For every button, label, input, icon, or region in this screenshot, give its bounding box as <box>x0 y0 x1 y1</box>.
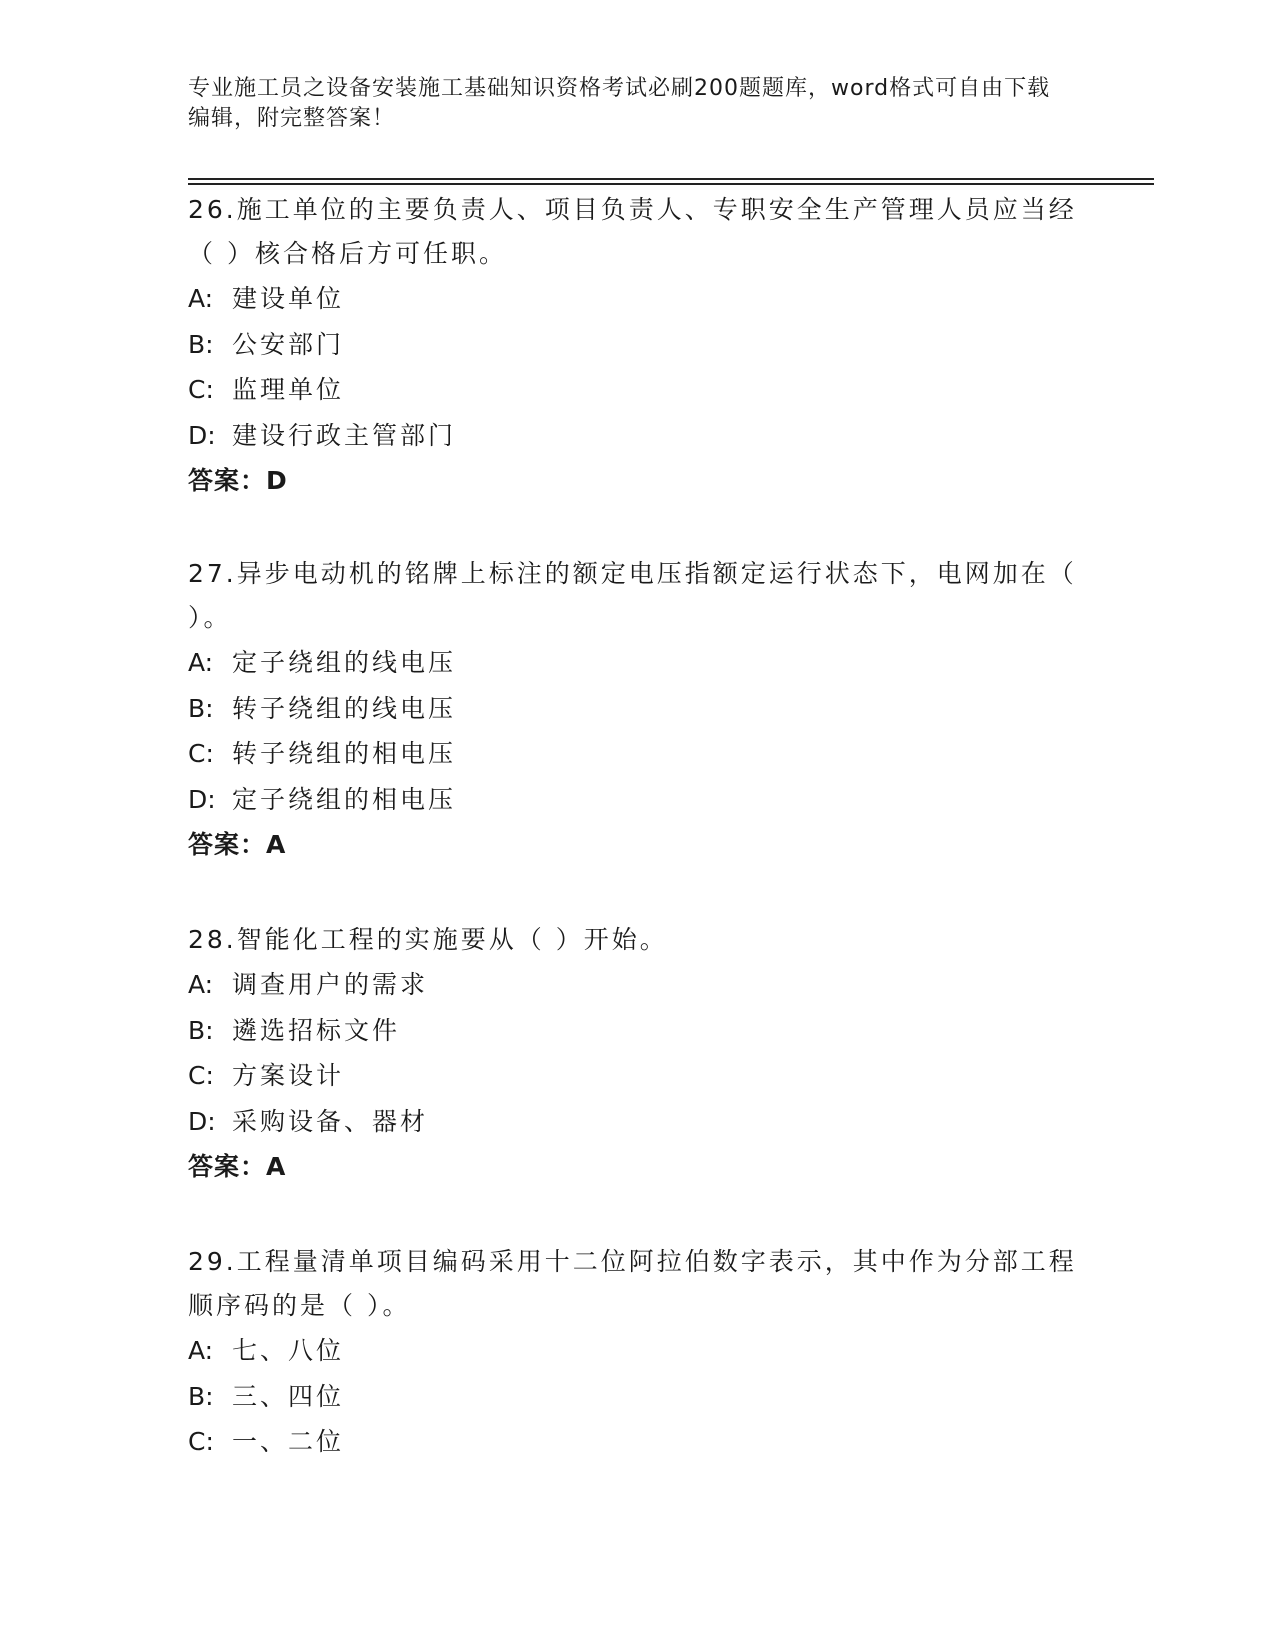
option-letter: D: <box>188 1106 216 1136</box>
option-letter: B: <box>188 1381 214 1411</box>
option-text: 建设单位 <box>232 284 345 313</box>
question-28 <box>188 918 1088 1189</box>
option-letter: C: <box>188 1427 214 1456</box>
question-stem: 27.异步电动机的铭牌上标注的额定电压指额定运行状态下，电网加在（ ）。 <box>188 559 1077 632</box>
option-d <box>188 1099 1088 1145</box>
option-text: 监理单位 <box>232 375 345 404</box>
option-letter: B: <box>188 693 214 723</box>
option-c <box>188 731 1088 777</box>
option-text: 方案设计 <box>232 1061 345 1090</box>
option-text: 三、四位 <box>232 1381 345 1411</box>
option-letter: D: <box>188 784 216 814</box>
question-27 <box>188 552 1088 867</box>
option-letter: C: <box>188 1061 214 1090</box>
option-a <box>188 276 1088 322</box>
option-text: 七、八位 <box>232 1336 345 1365</box>
document-header: 专业施工员之设备安装施工基础知识资格考试必刷200题题库，word格式可自由下载编辑，附完整答案！ <box>188 76 1051 131</box>
option-b <box>188 686 1088 732</box>
option-a <box>188 962 1088 1008</box>
option-b <box>188 1374 1088 1420</box>
option-letter: A: <box>188 1336 214 1365</box>
option-text: 调查用户的需求 <box>232 970 429 999</box>
question-stem: 29.工程量清单项目编码采用十二位阿拉伯数字表示，其中作为分部工程顺序码的是（ ）。 <box>188 1247 1077 1320</box>
option-d <box>188 777 1088 823</box>
option-text: 采购设备、器材 <box>232 1106 429 1136</box>
option-c <box>188 1419 1088 1465</box>
option-letter: B: <box>188 1015 214 1045</box>
option-c <box>188 1053 1088 1099</box>
answer: 答案：A <box>188 830 287 859</box>
answer: 答案：D <box>188 466 288 495</box>
option-letter: B: <box>188 329 214 359</box>
option-d <box>188 413 1088 459</box>
question-29 <box>188 1240 1088 1465</box>
option-text: 公安部门 <box>232 329 345 359</box>
option-text: 遴选招标文件 <box>232 1015 401 1045</box>
option-text: 一、二位 <box>232 1427 345 1456</box>
question-stem: 26.施工单位的主要负责人、项目负责人、专职安全生产管理人员应当经（ ）核合格后方可任职。 <box>188 195 1077 268</box>
answer: 答案：A <box>188 1152 287 1181</box>
option-letter: C: <box>188 739 214 768</box>
option-text: 建设行政主管部门 <box>232 420 457 450</box>
option-text: 定子绕组的相电压 <box>232 784 457 814</box>
option-letter: D: <box>188 420 216 450</box>
option-a <box>188 1328 1088 1374</box>
option-letter: A: <box>188 648 214 677</box>
option-b <box>188 1008 1088 1054</box>
option-letter: C: <box>188 375 214 404</box>
option-text: 转子绕组的线电压 <box>232 693 457 723</box>
option-b <box>188 322 1088 368</box>
option-a <box>188 640 1088 686</box>
question-26 <box>188 188 1088 503</box>
option-letter: A: <box>188 970 214 999</box>
question-stem: 28.智能化工程的实施要从（ ）开始。 <box>188 925 668 954</box>
option-letter: A: <box>188 284 214 313</box>
header-divider-bottom <box>188 183 1154 185</box>
option-text: 转子绕组的相电压 <box>232 739 457 768</box>
option-text: 定子绕组的线电压 <box>232 648 457 677</box>
header-divider-top <box>188 178 1154 180</box>
option-c <box>188 367 1088 413</box>
